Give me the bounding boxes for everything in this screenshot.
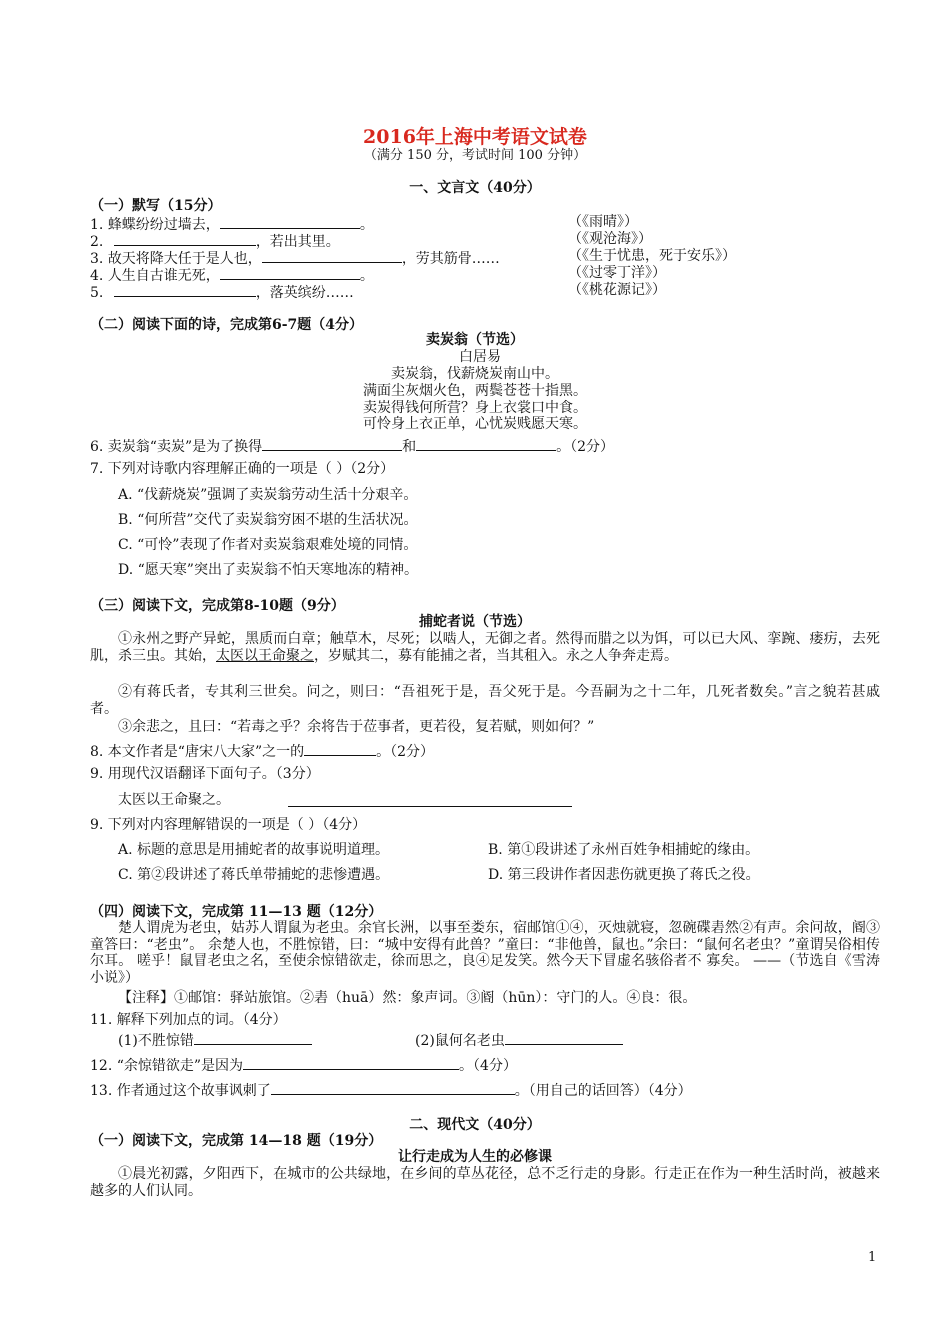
item-text: 故天将降大任于是人也，: [107, 251, 262, 267]
mouse-passage: 楚人谓虎为老虫，姑苏人谓鼠为老虫。余官长洲，以事至娄东，宿邮馆①④，灭烛就寝，忽碗碟砉然②有声。余问故，阍③童答曰：“老虫”。 余楚人也，不胜惊错，曰：“城中安得有此兽？”童曰：“非他兽，鼠也。”余曰：“鼠何名老虫？”童谓吴俗相传尔耳。 嗟乎！鼠冒老虫之名，至使余惊错欲走，徐而思之，良④足发笑。然今天下冒虚名骇俗者不 寡矣。 ——（节选自《雪涛小说》）: [90, 920, 880, 986]
paragraph-text: ，岁赋其二，募有能捕之者，当其租入。永之人争奔走焉。: [314, 647, 678, 664]
item-number: 2.: [90, 234, 104, 250]
q10-option-d[interactable]: D. 第三段讲作者因悲伤就更换了蒋氏之役。: [488, 867, 760, 883]
q7-option-c[interactable]: C. “可怜”表现了作者对卖炭翁艰难处境的同情。: [118, 537, 418, 553]
answer-blank[interactable]: [262, 436, 402, 451]
underlined-sentence: 太医以王命聚之: [216, 647, 314, 664]
question-text: 和: [402, 439, 417, 455]
item-text: ，若出其里。: [255, 234, 340, 250]
answer-blank[interactable]: [262, 248, 402, 263]
q10-option-a[interactable]: A. 标题的意思是用捕蛇者的故事说明道理。: [118, 842, 390, 858]
part1-heading: 一、文言文（40分）: [409, 180, 541, 196]
answer-blank[interactable]: [416, 436, 556, 451]
dictation-source-3: （《生于忧患，死于安乐》）: [568, 248, 736, 264]
s3-heading: （三）阅读下文，完成第8-10题（9分）: [90, 598, 345, 614]
item-number: 1.: [90, 217, 104, 233]
answer-blank[interactable]: [114, 231, 256, 246]
poem-line-3: 卖炭得钱何所营？身上衣裳口中食。: [363, 400, 587, 416]
question-text: 13. 作者通过这个故事讽刺了: [90, 1083, 271, 1099]
paragraph-text: ①永州之野产异蛇，黑质而白章；触草木，尽死；以啮人，无御之者。然得而腊之以为饵，可以已大风、挛踠、瘘疠，去死肌，杀三虫。其始，: [90, 631, 880, 664]
part2-heading: 二、现代文（40分）: [409, 1117, 541, 1133]
dictation-source-5: （《桃花源记》）: [568, 282, 666, 298]
question-text: 。（用自己的话回答）（4分）: [514, 1083, 692, 1099]
item-number: 5.: [90, 285, 104, 301]
item-text: ，落英缤纷……: [255, 285, 354, 301]
q7-option-a[interactable]: A. “伐薪烧炭”强调了卖炭翁劳动生活十分艰辛。: [118, 487, 418, 503]
dictation-source-4: （《过零丁洋》）: [568, 265, 666, 281]
q7-option-b[interactable]: B. “何所营”交代了卖炭翁穷困不堪的生活状况。: [118, 512, 418, 528]
poem-title: 卖炭翁（节选）: [426, 332, 524, 348]
question-7: 7. 下列对诗歌内容理解正确的一项是（ ）（2分）: [90, 461, 395, 477]
poem-line-2: 满面尘灰烟火色，两鬓苍苍十指黑。: [363, 383, 587, 399]
item-text: 人生自古谁无死，: [107, 268, 220, 284]
question-11: 11. 解释下列加点的词。（4分）: [90, 1012, 287, 1028]
answer-blank[interactable]: [220, 214, 360, 229]
item-text: 。: [359, 268, 374, 284]
answer-blank[interactable]: [271, 1080, 515, 1095]
item-text: 蜂蝶纷纷过墙去，: [107, 217, 220, 233]
item-text: 。: [359, 217, 374, 233]
s4-heading: （四）阅读下文，完成第 11—13 题（12分）: [90, 904, 383, 920]
question-10: 9. 下列对内容理解错误的一项是（ ）（4分）: [90, 817, 367, 833]
question-text: (1)不胜惊错: [118, 1033, 194, 1049]
annotation-note: 【注释】①邮馆：驿站旅馆。②砉（huā）然：象声词。③阍（hūn）：守门的人。④良：很。: [118, 990, 697, 1006]
dictation-source-2: （《观沧海》）: [568, 231, 652, 247]
question-8: [90, 741, 434, 760]
text-title-snake: 捕蛇者说（节选）: [419, 614, 531, 630]
answer-blank[interactable]: [243, 1055, 459, 1070]
answer-blank[interactable]: [220, 265, 360, 280]
question-text: 6. 卖炭翁“卖炭”是为了换得: [90, 439, 263, 455]
s1-heading: （一）默写（15分）: [90, 198, 222, 214]
snake-paragraph-1: [90, 631, 880, 664]
question-text: 8. 本文作者是“唐宋八大家”之一的: [90, 744, 305, 760]
question-12: [90, 1055, 517, 1074]
exam-subtitle: （满分 150 分，考试时间 100 分钟）: [363, 148, 587, 163]
text-title-walking: 让行走成为人生的必修课: [398, 1149, 552, 1165]
page-number: 1: [868, 1250, 877, 1265]
question-6: [90, 436, 614, 455]
question-text: 。（2分）: [376, 744, 435, 760]
q7-option-d[interactable]: D. “愿天寒”突出了卖炭翁不怕天寒地冻的精神。: [118, 562, 418, 578]
question-13: [90, 1080, 692, 1099]
question-text: 。（4分）: [459, 1058, 517, 1074]
snake-paragraph-3: ③余悲之，且曰：“若毒之乎？余将告于莅事者，更若役，复若赋，则如何？”: [118, 719, 595, 735]
q10-option-b[interactable]: B. 第①段讲述了永州百姓争相捕蛇的缘由。: [488, 842, 760, 858]
part2-s1-heading: （一）阅读下文，完成第 14—18 题（19分）: [90, 1133, 383, 1149]
answer-blank[interactable]: [304, 741, 376, 756]
item-text: ，劳其筋骨……: [401, 251, 500, 267]
question-text: (2)鼠何名老虫: [415, 1033, 505, 1049]
item-number: 3.: [90, 251, 104, 267]
q11-item-1: [118, 1030, 312, 1049]
question-9: 9. 用现代汉语翻译下面句子。（3分）: [90, 766, 320, 782]
s2-heading: （二）阅读下面的诗，完成第6-7题（4分）: [90, 317, 364, 333]
q10-option-c[interactable]: C. 第②段讲述了蒋氏单带捕蛇的悲惨遭遇。: [118, 867, 390, 883]
exam-title: 2016年上海中考语文试卷: [363, 126, 587, 148]
question-text: 12. “余惊错欲走”是因为: [90, 1058, 244, 1074]
q9-answer-line[interactable]: [288, 792, 572, 811]
q9-sentence: 太医以王命聚之。: [118, 792, 230, 808]
poem-line-1: 卖炭翁，伐薪烧炭南山中。: [391, 366, 559, 382]
walking-paragraph-1: ①晨光初露，夕阳西下，在城市的公共绿地，在乡间的草丛花径，总不乏行走的身影。行走正在作为一种生活时尚，被越来越多的人们认同。: [90, 1166, 880, 1199]
answer-blank[interactable]: [194, 1030, 312, 1045]
dictation-item-5: [90, 282, 354, 301]
poem-line-4: 可怜身上衣正单，心忧炭贱愿天寒。: [363, 416, 587, 432]
item-number: 4.: [90, 268, 104, 284]
question-text: 。（2分）: [556, 439, 615, 455]
snake-paragraph-2: ②有蒋氏者，专其利三世矣。问之，则曰：“吾祖死于是，吾父死于是。今吾嗣为之十二年，几死者数矣。”言之貌若甚戚者。: [90, 684, 880, 717]
answer-blank[interactable]: [114, 282, 256, 297]
poem-author: 白居易: [459, 349, 501, 365]
dictation-source-1: （《雨晴》）: [568, 214, 638, 230]
answer-blank[interactable]: [505, 1030, 623, 1045]
q11-item-2: [415, 1030, 623, 1049]
